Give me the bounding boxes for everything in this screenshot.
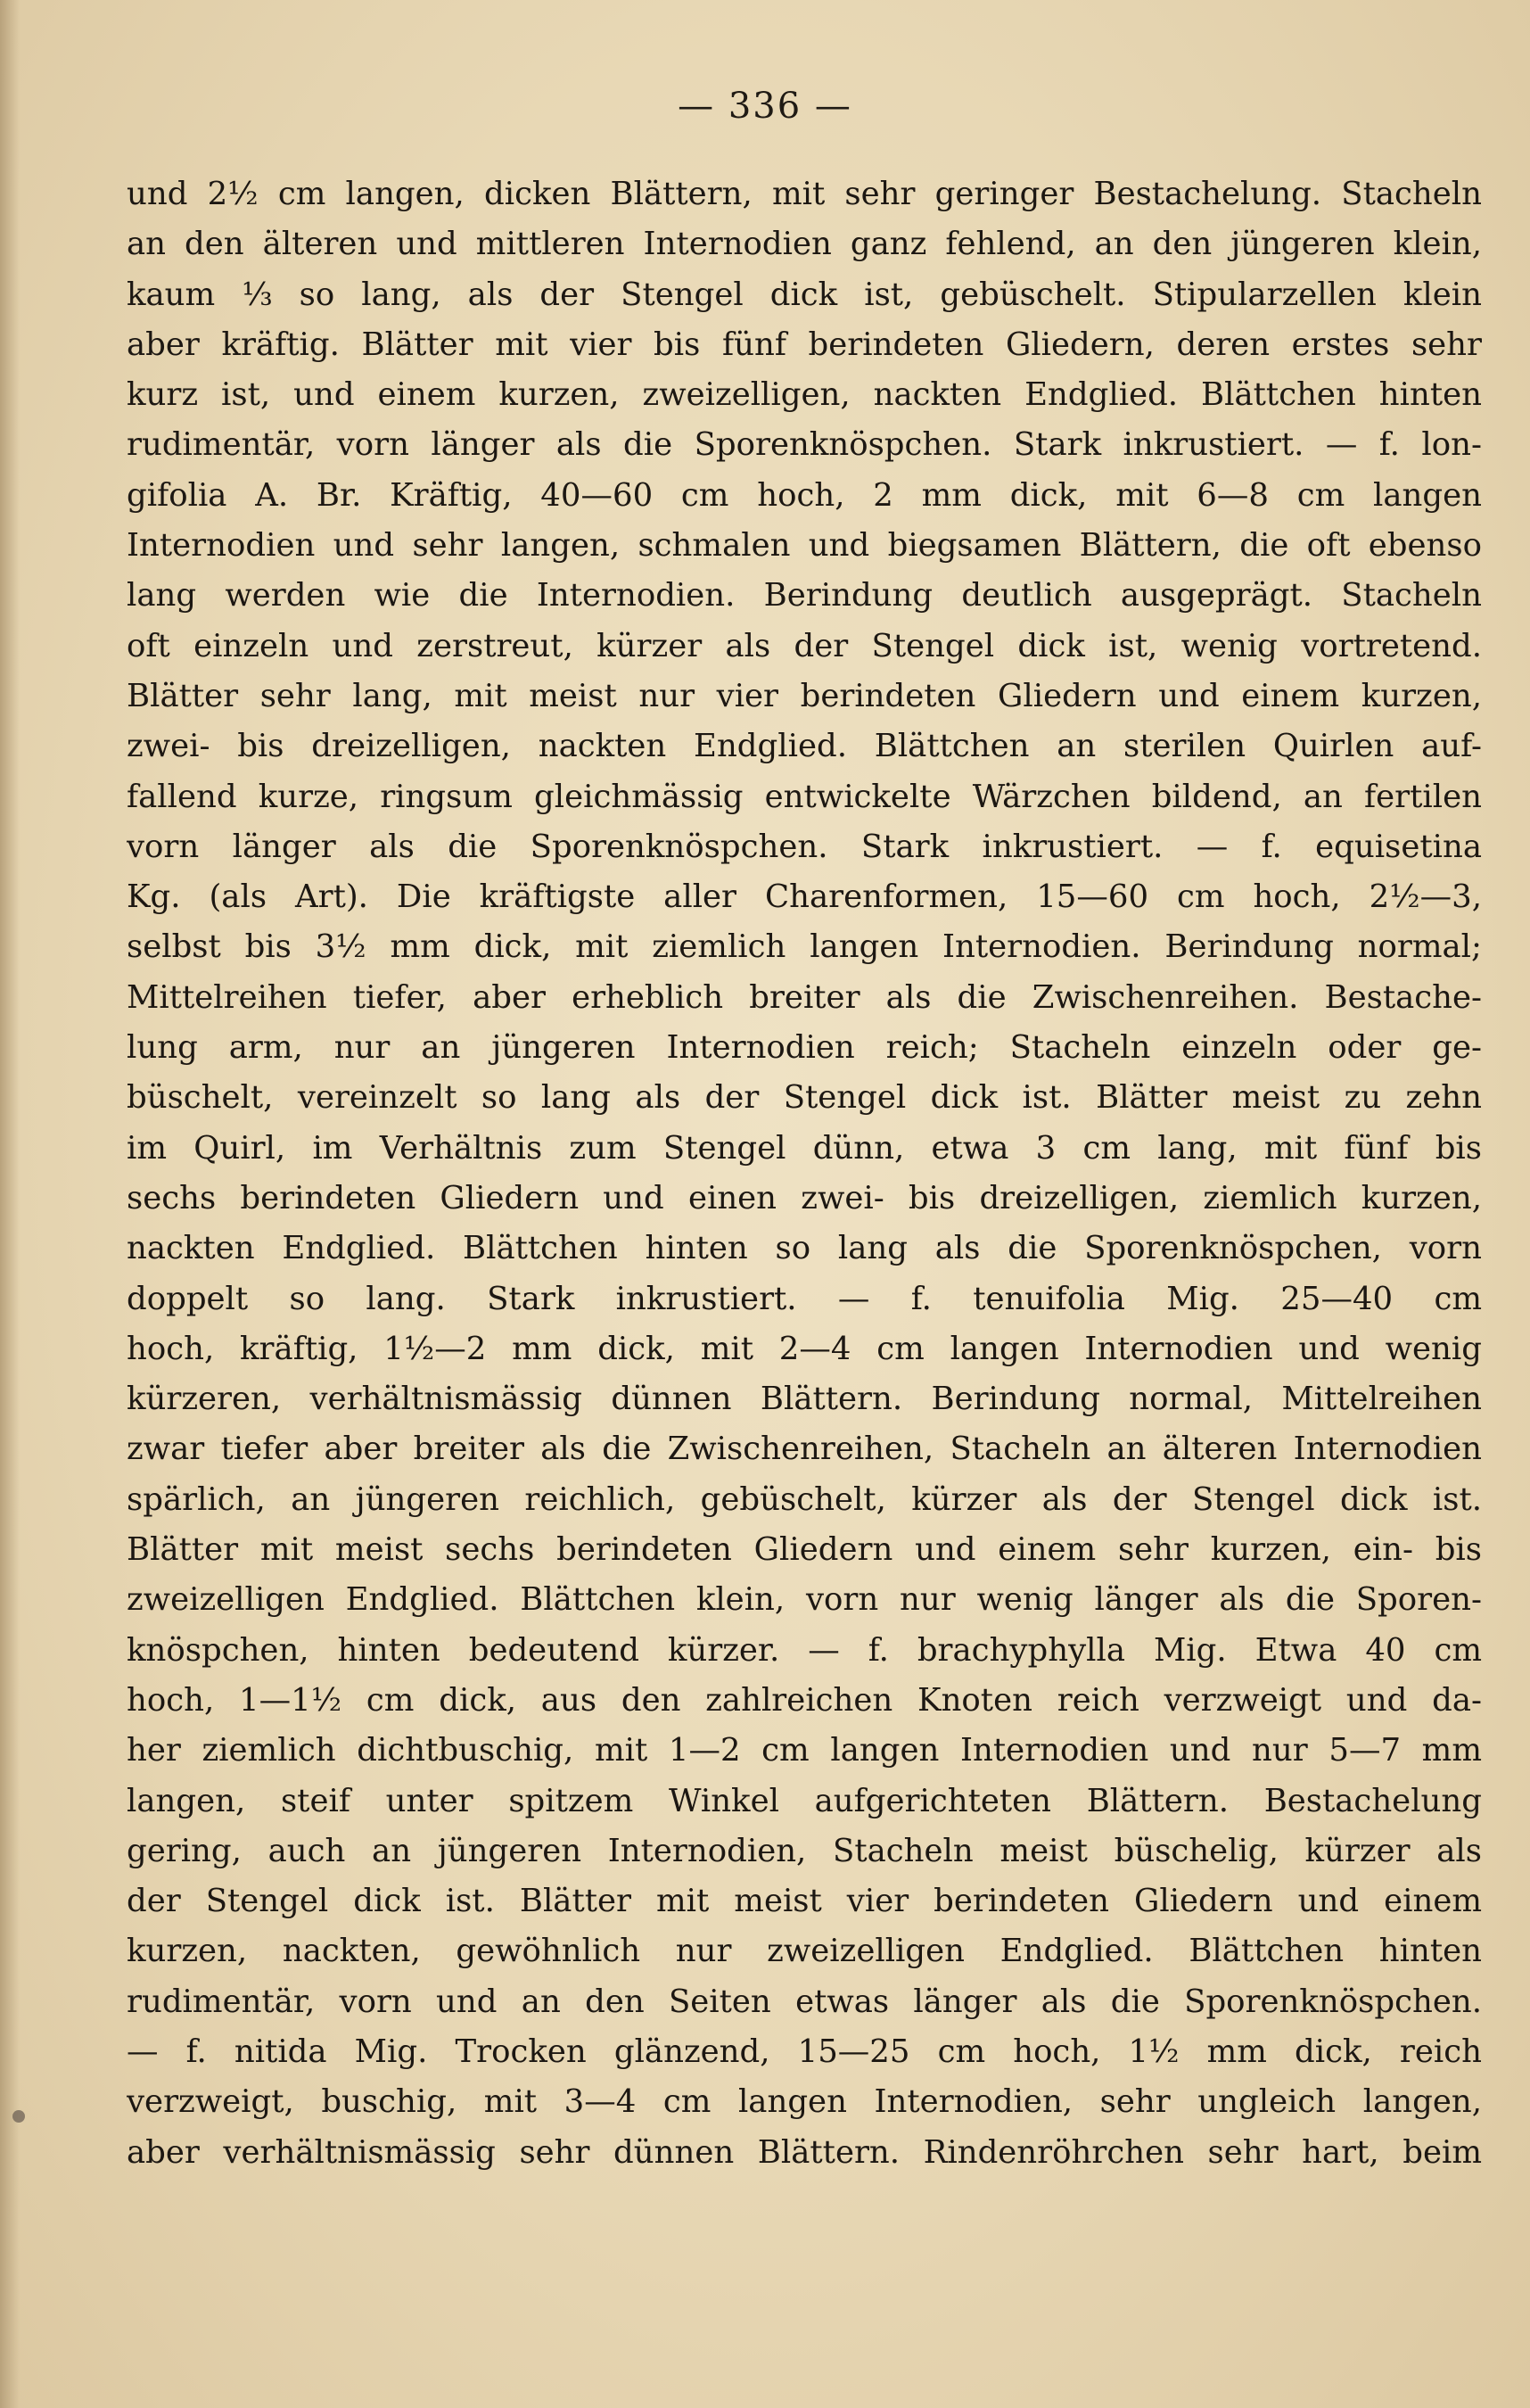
- page-spine-shadow: [0, 0, 20, 2408]
- text-line: zwei- bis dreizelligen, nackten Endglied. Blättchen an sterilen Quirlen auf-: [127, 728, 1482, 765]
- text-line: verzweigt, buschig, mit 3—4 cm langen Internodien, sehr ungleich langen,: [127, 2083, 1482, 2121]
- text-line: Kg. (als Art). Die kräftigste aller Charenformen, 15—60 cm hoch, 2½—3,: [127, 878, 1482, 916]
- ink-speck: [12, 2110, 25, 2123]
- text-line: hoch, 1—1½ cm dick, aus den zahlreichen Knoten reich verzweigt und da-: [127, 1681, 1482, 1719]
- page-number: — 336 —: [678, 86, 852, 127]
- text-line: doppelt so lang. Stark inkrustiert. — f. tenuifolia Mig. 25—40 cm: [127, 1280, 1482, 1317]
- text-line: lang werden wie die Internodien. Berindung deutlich ausgeprägt. Stacheln: [127, 577, 1482, 614]
- text-line: an den älteren und mittleren Internodien ganz fehlend, an den jüngeren klein,: [127, 226, 1482, 263]
- text-line: Blätter sehr lang, mit meist nur vier berindeten Gliedern und einem kurzen,: [127, 677, 1482, 714]
- text-line: Blätter mit meist sechs berindeten Gliedern und einem sehr kurzen, ein- bis: [127, 1531, 1482, 1569]
- text-line: gering, auch an jüngeren Internodien, Stacheln meist büschelig, kürzer als: [127, 1832, 1482, 1869]
- text-line: fallend kurze, ringsum gleichmässig entwickelte Wärzchen bildend, an fertilen: [127, 778, 1482, 815]
- text-line: spärlich, an jüngeren reichlich, gebüschelt, kürzer als der Stengel dick ist.: [127, 1480, 1482, 1518]
- text-line: — f. nitida Mig. Trocken glänzend, 15—25 cm hoch, 1½ mm dick, reich: [127, 2033, 1482, 2070]
- text-line: her ziemlich dichtbuschig, mit 1—2 cm langen Internodien und nur 5—7 mm: [127, 1732, 1482, 1769]
- body-text: [127, 169, 1482, 2178]
- text-line: der Stengel dick ist. Blätter mit meist vier berindeten Gliedern und einem: [127, 1883, 1482, 1920]
- text-line: nackten Endglied. Blättchen hinten so lang als die Sporenknöspchen, vorn: [127, 1230, 1482, 1267]
- text-line: kürzeren, verhältnismässig dünnen Blättern. Berindung normal, Mittelreihen: [127, 1381, 1482, 1418]
- text-line: kurz ist, und einem kurzen, zweizelligen, nackten Endglied. Blättchen hinten: [127, 376, 1482, 414]
- text-line: oft einzeln und zerstreut, kürzer als der Stengel dick ist, wenig vortretend.: [127, 627, 1482, 664]
- text-line: sechs berindeten Gliedern und einen zwei- bis dreizelligen, ziemlich kurzen,: [127, 1179, 1482, 1216]
- text-line: Mittelreihen tiefer, aber erheblich breiter als die Zwischenreihen. Bestache-: [127, 978, 1482, 1016]
- text-line: zwar tiefer aber breiter als die Zwischenreihen, Stacheln an älteren Internodien: [127, 1431, 1482, 1468]
- text-line: rudimentär, vorn und an den Seiten etwas länger als die Sporenknöspchen.: [127, 1983, 1482, 2020]
- text-line: knöspchen, hinten bedeutend kürzer. — f. brachyphylla Mig. Etwa 40 cm: [127, 1631, 1482, 1669]
- text-line: zweizelligen Endglied. Blättchen klein, vorn nur wenig länger als die Sporen-: [127, 1581, 1482, 1619]
- text-line: selbst bis 3½ mm dick, mit ziemlich langen Internodien. Berindung normal;: [127, 928, 1482, 966]
- text-line: vorn länger als die Sporenknöspchen. Stark inkrustiert. — f. equisetina: [127, 828, 1482, 865]
- text-line: aber verhältnismässig sehr dünnen Blättern. Rindenröhrchen sehr hart, beim: [127, 2133, 1482, 2171]
- text-line: gifolia A. Br. Kräftig, 40—60 cm hoch, 2 mm dick, mit 6—8 cm langen: [127, 476, 1482, 514]
- text-line: kurzen, nackten, gewöhnlich nur zweizelligen Endglied. Blättchen hinten: [127, 1933, 1482, 1970]
- text-line: büschelt, vereinzelt so lang als der Stengel dick ist. Blätter meist zu zehn: [127, 1079, 1482, 1117]
- text-line: und 2½ cm langen, dicken Blättern, mit sehr geringer Bestachelung. Stacheln: [127, 176, 1482, 212]
- text-line: Internodien und sehr langen, schmalen und biegsamen Blättern, die oft ebenso: [127, 527, 1482, 565]
- text-line: lung arm, nur an jüngeren Internodien reich; Stacheln einzeln oder ge-: [127, 1029, 1482, 1067]
- text-line: langen, steif unter spitzem Winkel aufgerichteten Blättern. Bestachelung: [127, 1782, 1482, 1819]
- text-line: im Quirl, im Verhältnis zum Stengel dünn, etwa 3 cm lang, mit fünf bis: [127, 1129, 1482, 1167]
- text-line: rudimentär, vorn länger als die Sporenknöspchen. Stark inkrustiert. — f. lon-: [127, 426, 1482, 464]
- text-line: kaum ⅓ so lang, als der Stengel dick ist, gebüschelt. Stipularzellen klein: [127, 276, 1482, 313]
- text-line: hoch, kräftig, 1½—2 mm dick, mit 2—4 cm langen Internodien und wenig: [127, 1330, 1482, 1367]
- text-line: aber kräftig. Blätter mit vier bis fünf berindeten Gliedern, deren erstes sehr: [127, 326, 1482, 363]
